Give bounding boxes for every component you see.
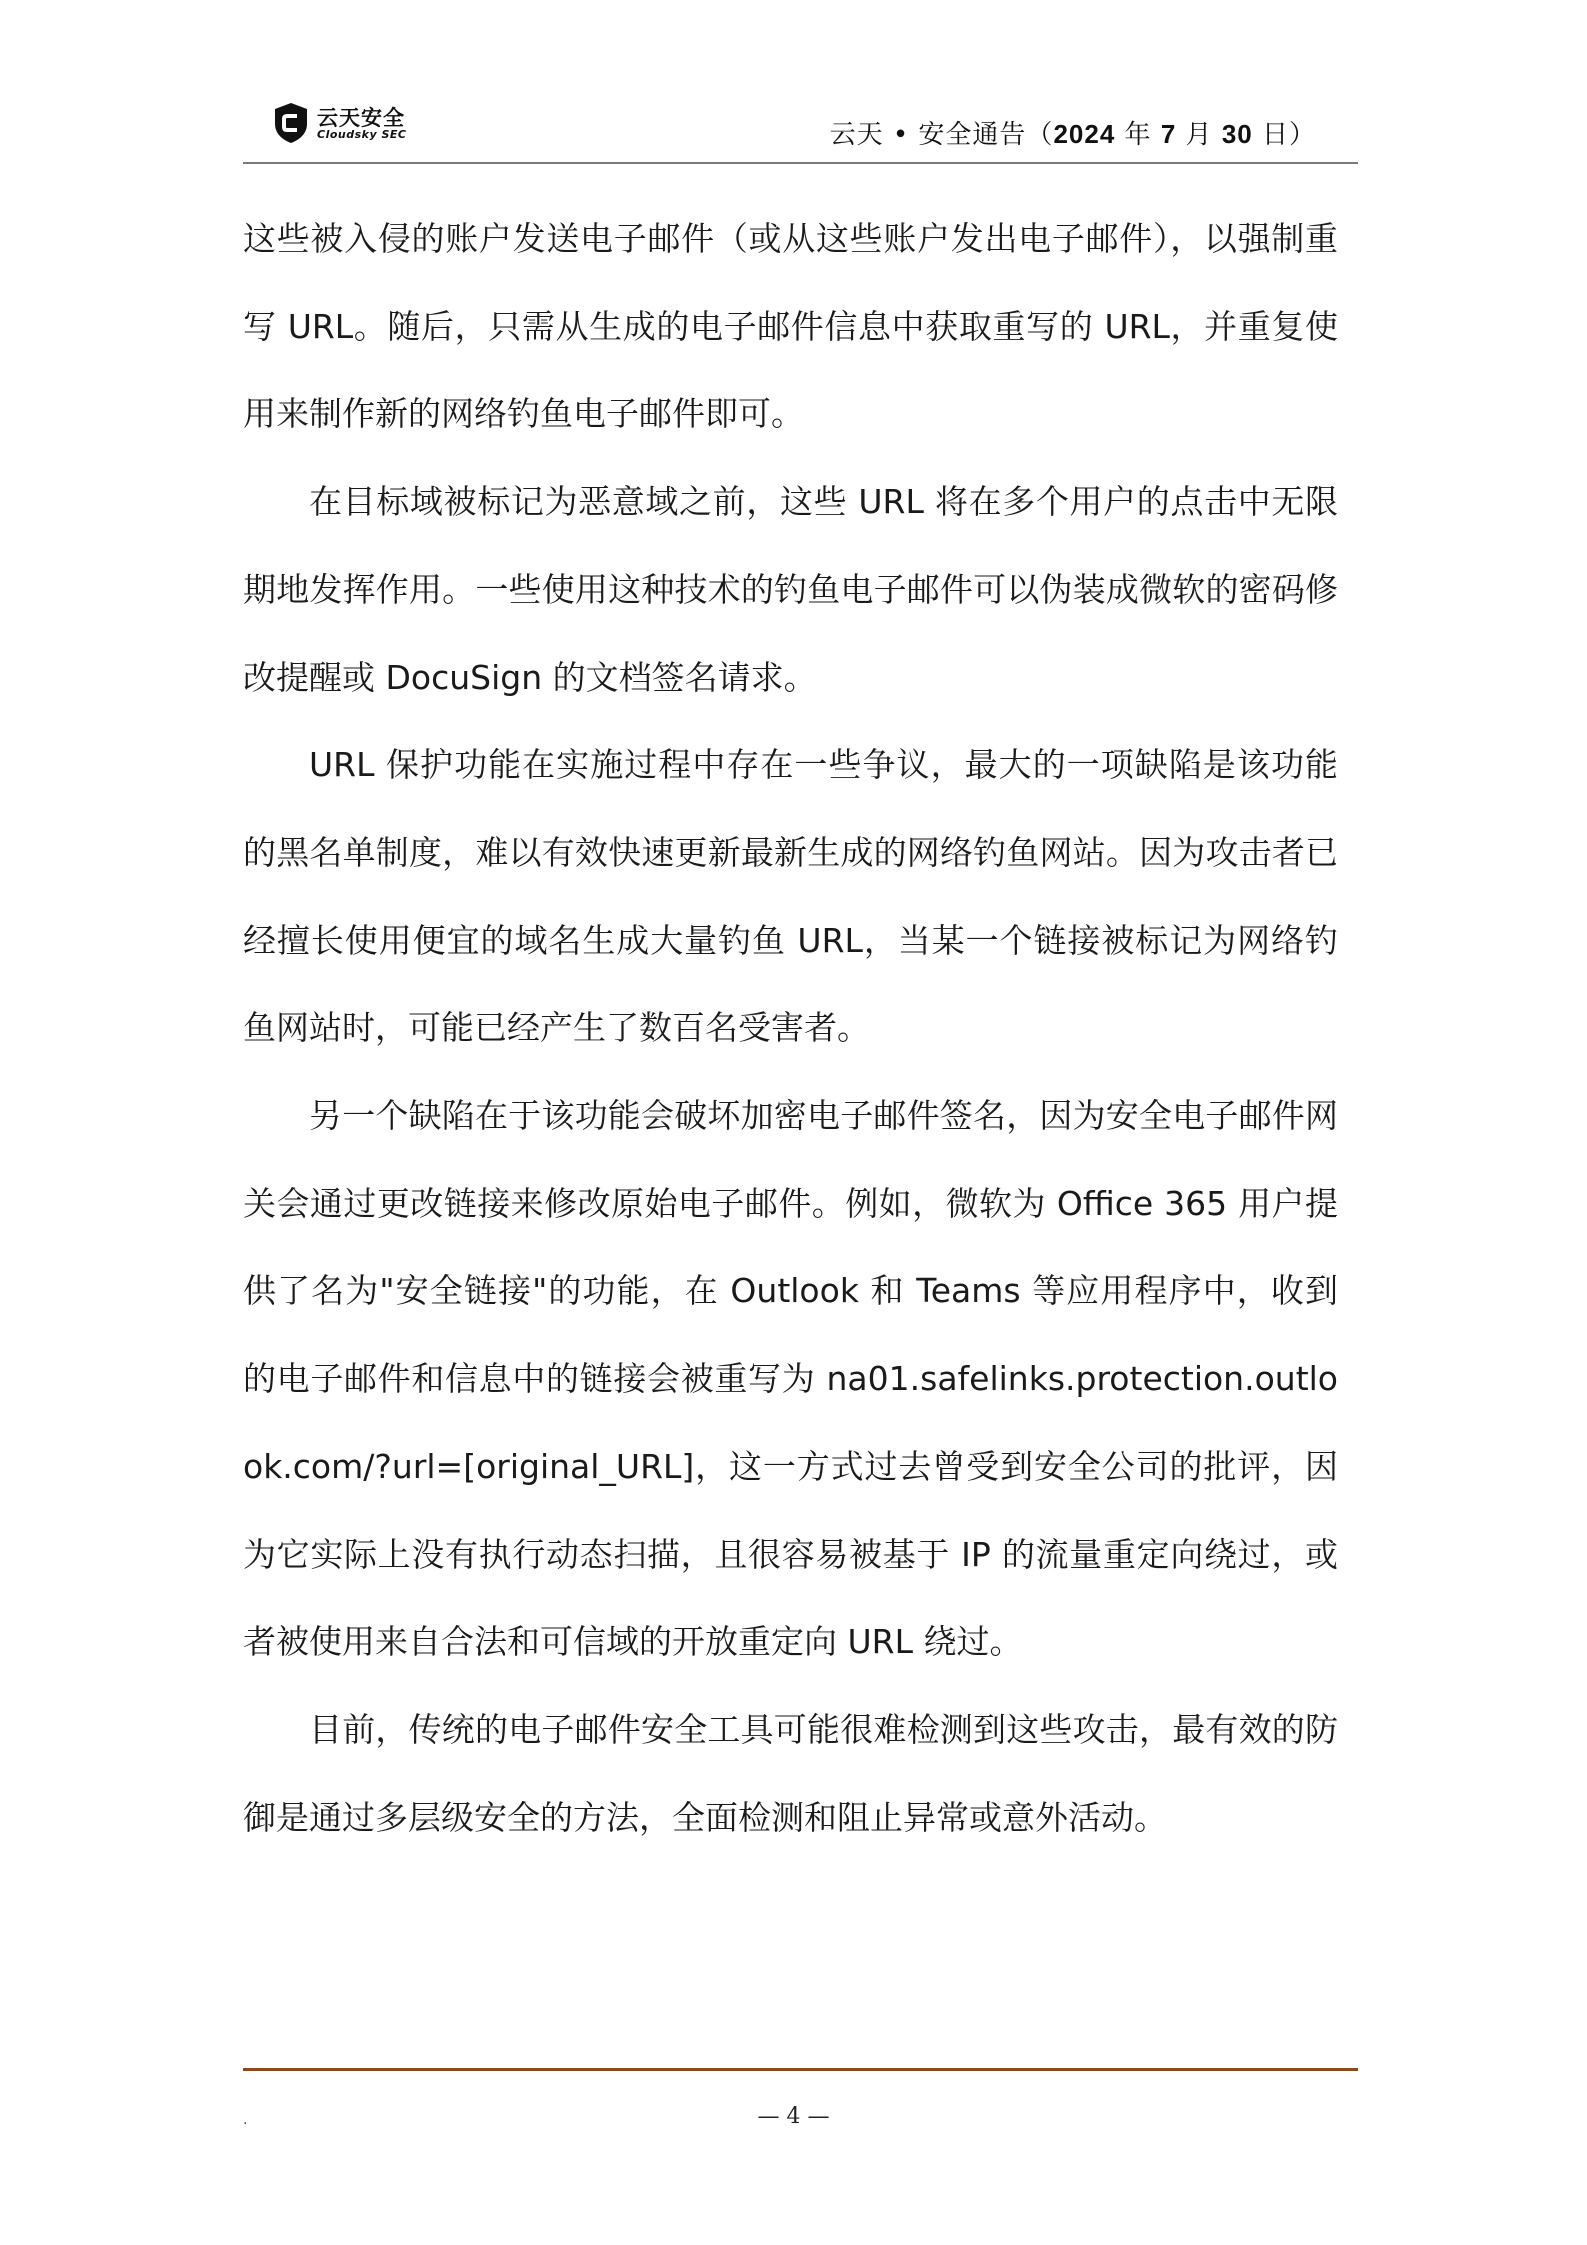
title-year-suffix: 年 (1115, 120, 1161, 150)
page-number: — 4 — (757, 2104, 830, 2129)
company-logo (273, 100, 433, 148)
paragraph: 另一个缺陷在于该功能会破坏加密电子邮件签名，因为安全电子邮件网关会通过更改链接来修改原始电子邮件。例如，微软为 Office 365 用户提供了名为"安全链接"的功能，在 Outlook 和 Teams 等应用程序中，收到的电子邮件和信息中的链接会被重写为 na01.safelinks.protection.outlook.com/?url=[original_URL]，这一方式过去曾受到安全公司的批评，因为它实际上没有执行动态扫描，且很容易被基于 IP 的流量重定向绕过，或者被使用来自合法和可信域的开放重定向 URL 绕过。 (243, 1096, 1338, 1662)
shield-logo-icon (273, 102, 309, 144)
title-year: 2024 (1053, 119, 1116, 149)
paragraph: 目前，传统的电子邮件安全工具可能很难检测到这些攻击，最有效的防御是通过多层级安全的方法，全面检测和阻止异常或意外活动。 (243, 1709, 1338, 1837)
title-day-suffix: 日） (1252, 120, 1316, 150)
title-month: 7 (1160, 119, 1177, 149)
title-month-suffix: 月 (1176, 120, 1222, 150)
paragraph: URL 保护功能在实施过程中存在一些争议，最大的一项缺陷是该功能的黑名单制度，难以有效快速更新最新生成的网络钓鱼网站。因为攻击者已经擅长使用便宜的域名生成大量钓鱼 URL，当某一个链接被标记为网络钓鱼网站时，可能已经产生了数百名受害者。 (243, 745, 1338, 1048)
paragraph: 这些被入侵的账户发送电子邮件（或从这些账户发出电子邮件），以强制重写 URL。随后，只需从生成的电子邮件信息中获取重写的 URL，并重复使用来制作新的网络钓鱼电子邮件即可。 (243, 219, 1338, 434)
footer-divider (243, 2068, 1358, 2071)
page-header (243, 92, 1358, 164)
logo-text-english: Cloudsky SEC (317, 128, 407, 141)
paragraph: 在目标域被标记为恶意域之前，这些 URL 将在多个用户的点击中无限期地发挥作用。一些使用这种技术的钓鱼电子邮件可以伪装成微软的密码修改提醒或 DocuSign 的文档签名请求。 (243, 482, 1338, 697)
bulletin-title (830, 114, 1316, 151)
logo-text-chinese: 云天安全 (317, 106, 405, 130)
document-body (243, 195, 1338, 1861)
title-day: 30 (1221, 119, 1253, 149)
footer-dot: . (243, 2112, 248, 2128)
title-prefix: 云天 • 安全通告（ (829, 120, 1054, 150)
